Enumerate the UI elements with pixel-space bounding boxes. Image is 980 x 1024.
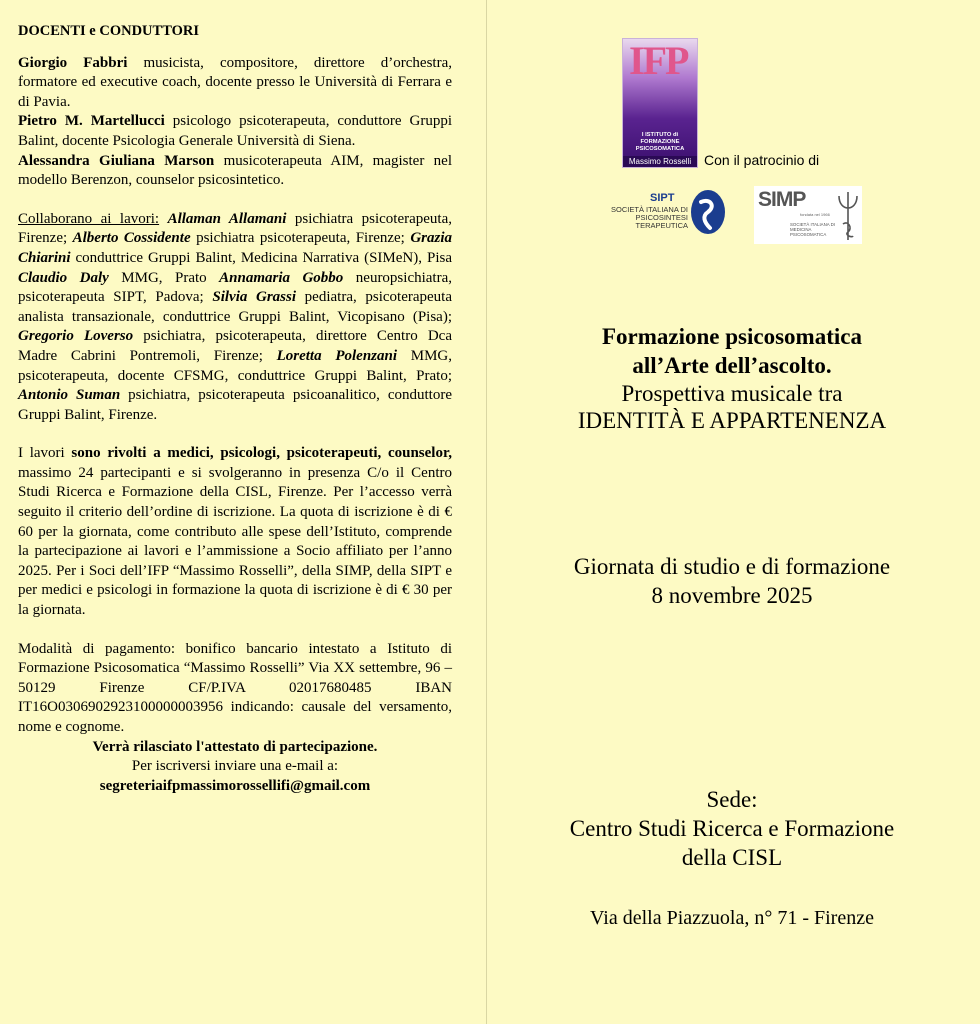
- simp-logo: [754, 186, 862, 244]
- pagamento-paragraph: Modalità di pagamento: bonifico bancario intestato a Istituto di Formazione Psicosomatica “Massimo Rosselli” Via XX settembre, 96 – 50129 Firenze CF/P.IVA 02017680485 IBAN IT16O0306902923100000003956 indicando: causale del versamento, nome e cognome.: [18, 640, 452, 735]
- ifp-logo-subtitle: I ISTITUTO di FORMAZIONE PSICOSOMATICA: [635, 132, 685, 152]
- docente-fabbri: Giorgio Fabbri musicista, compositore, direttore d’orchestra, formatore ed executive coach, docente presso le Università di Ferrara e di Pavia.: [18, 54, 452, 110]
- venue: Sede: Centro Studi Ricerca e Formazione della CISL: [569, 787, 895, 870]
- ifp-logo: [622, 38, 698, 168]
- simp-title: SIMP: [758, 188, 806, 211]
- simp-founded: fondata nel 1966: [800, 212, 830, 217]
- spacer: [18, 425, 452, 444]
- patrocinio-label: Con il patrocinio di: [704, 152, 820, 168]
- docenti-heading: DOCENTI e CONDUTTORI: [18, 23, 200, 39]
- psi-icon: [836, 190, 860, 242]
- iscrizione-line: Per iscriversi inviare una e-mail a:: [131, 758, 339, 775]
- sipt-desc: SOCIETÀ ITALIANA DI PSICOSINTESI TERAPEUTICA: [611, 205, 688, 231]
- collaboratori-paragraph: Collaborano ai lavori: Allaman Allamani psichiatra psicoterapeuta, Firenze; Alberto Cossidente psichiatra psicoterapeuta, Firenze; Grazia Chiarini conduttrice Gruppi Balint, Medicina Narrativa (SIMeN), Pisa Claudio Daly MMG, Prato Annamaria Gobbo neuropsichiatra, psicoterapeuta SIPT, Padova; Silvia Grassi pediatra, psicoterapeuta analista transazionale, conduttrice Gruppi Balint, Vicopisano (Pisa); Gregorio Loverso psichiatra, psicoterapeuta, direttore Centro Dca Madre Cabrini Pontremoli, Firenze; Loretta Polenzani MMG, psicoterapeuta, docente CFSMG, conduttrice Gruppi Balint, Prato; Antonio Suman psichiatra, psicoterapeuta psicoanalitico, conduttore Gruppi Balint, Firenze.: [18, 210, 453, 423]
- left-column: [18, 22, 452, 796]
- event-date: Giornata di studio e di formazione 8 novembre 2025: [573, 554, 891, 608]
- lavori-paragraph: I lavori sono rivolti a medici, psicologi, psicoterapeuti, counselor, massimo 24 partecipanti e si svolgeranno in presenza C/o il Centro Studi Ricerca e Formazione della CISL, Firenze. Per l’accesso verrà seguito il criterio dell’ordine di iscrizione. La quota di iscrizione è di € 60 per la giornata, come contributo alle spese dell’Istituto, comprende la partecipazione ai lavori e l’ammissione a Socio affiliato per l’anno 2025. Per i Soci dell’IFP “Massimo Rosselli”, della SIMP, della SIPT e per medici e psicologi in formazione la quota di iscrizione è di € 30 per la giornata.: [18, 445, 452, 619]
- venue-address: Via della Piazzuola, n° 71 - Firenze: [590, 907, 874, 929]
- spacer: [18, 621, 452, 640]
- ifp-logo-letters: IFP: [629, 38, 688, 83]
- attestato-line: Verrà rilasciato l'attestato di partecipazione.: [92, 738, 378, 755]
- subtitle: Prospettiva musicale tra IDENTITÀ E APPARTENENZA: [577, 381, 887, 433]
- fold-line: [486, 0, 487, 1024]
- docente-marson: Alessandra Giuliana Marson musicoterapeuta AIM, magister nel modello Berenzon, counselor psicosintetico.: [18, 152, 452, 189]
- docente-martellucci: Pietro M. Martellucci psicologo psicoterapeuta, conduttore Gruppi Balint, docente Psicologia Generale Università di Siena.: [18, 113, 452, 149]
- simp-desc: SOCIETÀ ITALIANA DI MEDICINA PSICOSOMATICA: [790, 222, 836, 237]
- email-link[interactable]: segreteriaifpmassimorossellifi@gmail.com: [99, 777, 371, 794]
- ifp-logo-name: Massimo Rosselli: [623, 156, 697, 167]
- sipt-logo: [598, 188, 728, 240]
- sipt-title: SIPT: [650, 192, 675, 204]
- sipt-mark-icon: [690, 188, 726, 236]
- spacer: [18, 191, 452, 210]
- main-title: Formazione psicosomatica all’Arte dell’ascolto.: [602, 324, 862, 378]
